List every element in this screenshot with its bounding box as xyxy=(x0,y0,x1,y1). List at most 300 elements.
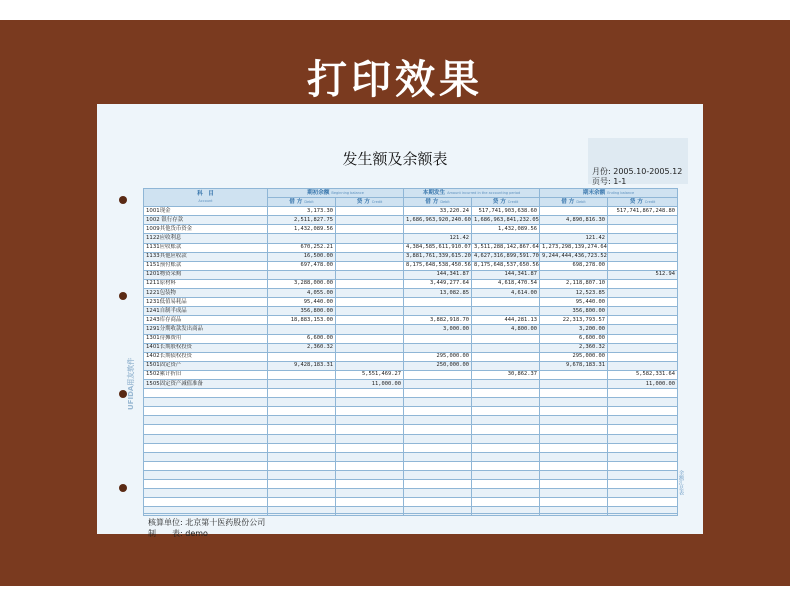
empty-cell xyxy=(268,470,336,479)
empty-cell xyxy=(540,434,608,443)
account-cell: 1243库存商品 xyxy=(144,316,268,325)
account-cell: 1131应收账款 xyxy=(144,243,268,252)
account-cell: 1301待摊费用 xyxy=(144,334,268,343)
amount-cell xyxy=(608,343,678,352)
amount-cell: 2,360.32 xyxy=(268,343,336,352)
amount-cell xyxy=(608,325,678,334)
amount-cell: 698,278.00 xyxy=(540,261,608,270)
empty-cell xyxy=(336,416,404,425)
table-row xyxy=(144,207,678,216)
table-row xyxy=(144,289,678,298)
empty-row xyxy=(144,416,678,425)
empty-cell xyxy=(608,480,678,489)
empty-cell xyxy=(404,407,472,416)
amount-cell xyxy=(540,270,608,279)
footer-maker xyxy=(148,528,208,539)
empty-cell xyxy=(268,434,336,443)
amount-cell xyxy=(336,243,404,252)
amount-cell: 512.94 xyxy=(608,270,678,279)
footer-maker-label: 制 表: xyxy=(148,529,183,538)
table-row xyxy=(144,298,678,307)
account-cell: 1291分期收款发出商品 xyxy=(144,325,268,334)
empty-cell xyxy=(336,443,404,452)
header-credit-label: 贷 方 xyxy=(356,198,370,205)
amount-cell xyxy=(608,234,678,243)
amount-cell xyxy=(608,279,678,288)
period-label: 月份: xyxy=(592,167,611,176)
empty-cell xyxy=(336,507,404,516)
amount-cell: 11,000.00 xyxy=(608,379,678,388)
account-cell: 1122应收利息 xyxy=(144,234,268,243)
side-logo: UFIDA用友软件 xyxy=(127,357,135,410)
empty-cell xyxy=(268,480,336,489)
amount-cell: 9,244,444,436,723.52 xyxy=(540,252,608,261)
header-account-label: 科 目 xyxy=(197,190,214,197)
table-row xyxy=(144,225,678,234)
amount-cell xyxy=(540,370,608,379)
amount-cell: 121.42 xyxy=(540,234,608,243)
empty-cell xyxy=(608,398,678,407)
amount-cell: 3,288,000.00 xyxy=(268,279,336,288)
amount-cell xyxy=(336,307,404,316)
header-closing-label: 期末余额 xyxy=(582,189,606,196)
page-label: 页号: xyxy=(592,177,611,186)
amount-cell xyxy=(404,343,472,352)
account-cell: 1002 银行存款 xyxy=(144,216,268,225)
account-cell: 1201物资采购 xyxy=(144,270,268,279)
amount-cell xyxy=(608,261,678,270)
empty-cell xyxy=(608,452,678,461)
amount-cell: 4,614.00 xyxy=(472,289,540,298)
amount-cell: 4,384,585,611,910.07 xyxy=(404,243,472,252)
header-credit xyxy=(608,198,678,207)
table-row xyxy=(144,307,678,316)
amount-cell xyxy=(608,361,678,370)
vertical-note: 余额汇总表 xyxy=(678,470,684,495)
empty-cell xyxy=(144,480,268,489)
amount-cell xyxy=(336,234,404,243)
empty-cell xyxy=(336,389,404,398)
amount-cell: 356,800.00 xyxy=(268,307,336,316)
amount-cell: 8,175,648,537,650.56 xyxy=(472,261,540,270)
amount-cell xyxy=(404,307,472,316)
amount-cell: 1,432,089.56 xyxy=(268,225,336,234)
empty-cell xyxy=(336,452,404,461)
empty-cell xyxy=(268,443,336,452)
header-credit xyxy=(336,198,404,207)
header-debit xyxy=(540,198,608,207)
account-cell: 1211原材料 xyxy=(144,279,268,288)
empty-cell xyxy=(472,507,540,516)
account-cell: 1402长期债权投资 xyxy=(144,352,268,361)
amount-cell: 144,341.87 xyxy=(404,270,472,279)
empty-cell xyxy=(404,443,472,452)
empty-cell xyxy=(472,434,540,443)
table-row xyxy=(144,252,678,261)
ledger-body xyxy=(144,207,678,516)
empty-cell xyxy=(540,452,608,461)
header-current-sub: Amount incurred in the accounting period xyxy=(447,190,521,195)
empty-cell xyxy=(268,407,336,416)
empty-cell xyxy=(608,389,678,398)
header-credit-label: 贷 方 xyxy=(492,198,506,205)
empty-cell xyxy=(268,398,336,407)
amount-cell: 3,881,761,339,615.20 xyxy=(404,252,472,261)
empty-cell xyxy=(608,507,678,516)
empty-row xyxy=(144,425,678,434)
empty-cell xyxy=(144,425,268,434)
amount-cell: 4,800.00 xyxy=(472,325,540,334)
table-row xyxy=(144,352,678,361)
table-row xyxy=(144,379,678,388)
header-debit-label: 借 方 xyxy=(561,198,575,205)
empty-cell xyxy=(336,489,404,498)
header-debit-sub: Debit xyxy=(304,199,314,204)
amount-cell: 2,360.32 xyxy=(540,343,608,352)
amount-cell: 670,252.21 xyxy=(268,243,336,252)
amount-cell: 3,173.30 xyxy=(268,207,336,216)
amount-cell xyxy=(268,325,336,334)
empty-cell xyxy=(144,443,268,452)
account-cell: 1221包装物 xyxy=(144,289,268,298)
footer-maker-value: demo xyxy=(185,529,208,538)
amount-cell: 95,440.00 xyxy=(540,298,608,307)
amount-cell xyxy=(268,234,336,243)
amount-cell xyxy=(336,225,404,234)
empty-cell xyxy=(608,434,678,443)
empty-cell xyxy=(472,461,540,470)
amount-cell: 2,511,827.75 xyxy=(268,216,336,225)
header-opening-label: 期初余额 xyxy=(307,189,330,196)
empty-cell xyxy=(144,498,268,507)
table-row xyxy=(144,234,678,243)
amount-cell: 5,582,331.64 xyxy=(608,370,678,379)
empty-cell xyxy=(268,452,336,461)
empty-cell xyxy=(404,480,472,489)
header-credit-sub: Credit xyxy=(644,199,656,204)
amount-cell xyxy=(608,352,678,361)
empty-row xyxy=(144,434,678,443)
amount-cell: 121.42 xyxy=(404,234,472,243)
empty-cell xyxy=(336,398,404,407)
header-current-label: 本期发生 xyxy=(422,189,446,196)
table-row xyxy=(144,261,678,270)
amount-cell xyxy=(336,270,404,279)
header-debit-sub: Debit xyxy=(576,199,586,204)
empty-row xyxy=(144,470,678,479)
header-opening-sub: Beginning balance xyxy=(331,190,364,195)
amount-cell xyxy=(540,225,608,234)
table-row xyxy=(144,343,678,352)
table-row xyxy=(144,216,678,225)
amount-cell xyxy=(608,316,678,325)
empty-cell xyxy=(144,470,268,479)
table-row xyxy=(144,316,678,325)
document-title: 发生额及余额表 xyxy=(342,150,448,168)
amount-cell xyxy=(608,289,678,298)
header-closing xyxy=(540,189,678,198)
amount-cell: 517,741,867,248.80 xyxy=(608,207,678,216)
amount-cell xyxy=(404,298,472,307)
empty-cell xyxy=(336,461,404,470)
empty-cell xyxy=(472,480,540,489)
empty-cell xyxy=(268,425,336,434)
amount-cell xyxy=(540,379,608,388)
empty-cell xyxy=(336,480,404,489)
amount-cell: 1,432,089.56 xyxy=(472,225,540,234)
empty-cell xyxy=(144,452,268,461)
empty-cell xyxy=(540,507,608,516)
empty-cell xyxy=(472,407,540,416)
table-row xyxy=(144,370,678,379)
amount-cell xyxy=(404,379,472,388)
empty-row xyxy=(144,443,678,452)
amount-cell xyxy=(268,379,336,388)
amount-cell: 16,500.00 xyxy=(268,252,336,261)
empty-cell xyxy=(144,434,268,443)
empty-cell xyxy=(404,470,472,479)
header-account xyxy=(144,189,268,207)
empty-cell xyxy=(472,443,540,452)
table-row xyxy=(144,270,678,279)
header-debit-label: 借 方 xyxy=(289,198,303,205)
footer-unit xyxy=(148,517,265,528)
account-cell: 1151预付账款 xyxy=(144,261,268,270)
amount-cell xyxy=(336,361,404,370)
amount-cell xyxy=(268,352,336,361)
empty-cell xyxy=(608,489,678,498)
empty-cell xyxy=(472,489,540,498)
amount-cell xyxy=(336,316,404,325)
amount-cell: 697,478.00 xyxy=(268,261,336,270)
amount-cell xyxy=(268,270,336,279)
amount-cell: 4,627,316,899,591.70 xyxy=(472,252,540,261)
empty-cell xyxy=(144,507,268,516)
account-cell: 1001现金 xyxy=(144,207,268,216)
amount-cell xyxy=(336,334,404,343)
empty-cell xyxy=(268,461,336,470)
empty-cell xyxy=(268,498,336,507)
empty-row xyxy=(144,507,678,516)
amount-cell: 1,686,963,841,232.05 xyxy=(472,216,540,225)
amount-cell xyxy=(336,216,404,225)
amount-cell xyxy=(472,334,540,343)
empty-cell xyxy=(404,452,472,461)
empty-row xyxy=(144,407,678,416)
amount-cell: 1,686,963,920,240.60 xyxy=(404,216,472,225)
amount-cell xyxy=(336,298,404,307)
empty-cell xyxy=(336,425,404,434)
amount-cell: 4,618,470.54 xyxy=(472,279,540,288)
amount-cell xyxy=(608,298,678,307)
amount-cell xyxy=(336,352,404,361)
empty-cell xyxy=(404,389,472,398)
empty-cell xyxy=(472,389,540,398)
amount-cell xyxy=(472,298,540,307)
amount-cell xyxy=(608,216,678,225)
empty-cell xyxy=(404,425,472,434)
empty-cell xyxy=(144,489,268,498)
amount-cell: 3,200.00 xyxy=(540,325,608,334)
empty-cell xyxy=(608,470,678,479)
empty-cell xyxy=(268,389,336,398)
amount-cell xyxy=(336,289,404,298)
header-debit xyxy=(268,198,336,207)
empty-row xyxy=(144,461,678,470)
amount-cell xyxy=(336,261,404,270)
header-debit-label: 借 方 xyxy=(425,198,439,205)
amount-cell: 517,741,903,638.60 xyxy=(472,207,540,216)
empty-cell xyxy=(540,398,608,407)
banner-title: 打印效果 xyxy=(307,57,483,103)
empty-cell xyxy=(472,470,540,479)
amount-cell: 144,341.87 xyxy=(472,270,540,279)
empty-cell xyxy=(144,416,268,425)
empty-cell xyxy=(608,443,678,452)
empty-cell xyxy=(472,452,540,461)
header-closing-sub: Ending balance xyxy=(607,190,635,195)
empty-cell xyxy=(540,425,608,434)
account-cell: 1133其他应收款 xyxy=(144,252,268,261)
empty-cell xyxy=(540,480,608,489)
table-row xyxy=(144,325,678,334)
amount-cell: 4,055.00 xyxy=(268,289,336,298)
amount-cell xyxy=(336,252,404,261)
punch-hole-icon xyxy=(119,292,127,300)
empty-cell xyxy=(336,434,404,443)
amount-cell xyxy=(608,243,678,252)
amount-cell: 250,000.00 xyxy=(404,361,472,370)
empty-cell xyxy=(472,425,540,434)
empty-cell xyxy=(404,434,472,443)
punch-hole-icon xyxy=(119,484,127,492)
amount-cell: 3,882,918.70 xyxy=(404,316,472,325)
amount-cell xyxy=(608,334,678,343)
amount-cell: 8,175,648,538,450.56 xyxy=(404,261,472,270)
amount-cell: 18,883,153.00 xyxy=(268,316,336,325)
empty-cell xyxy=(268,416,336,425)
empty-cell xyxy=(472,398,540,407)
empty-cell xyxy=(404,498,472,507)
empty-row xyxy=(144,398,678,407)
header-debit xyxy=(404,198,472,207)
ledger-table xyxy=(143,188,678,516)
empty-cell xyxy=(608,425,678,434)
page-line xyxy=(592,176,626,187)
amount-cell xyxy=(472,352,540,361)
empty-cell xyxy=(144,461,268,470)
empty-cell xyxy=(540,461,608,470)
table-row xyxy=(144,243,678,252)
empty-cell xyxy=(336,407,404,416)
header-credit xyxy=(472,198,540,207)
empty-cell xyxy=(540,498,608,507)
empty-cell xyxy=(540,443,608,452)
amount-cell xyxy=(472,343,540,352)
empty-cell xyxy=(472,498,540,507)
header-account-sub: Account xyxy=(198,198,213,203)
footer-unit-label: 核算单位: xyxy=(148,518,183,527)
empty-cell xyxy=(404,398,472,407)
punch-hole-icon xyxy=(119,196,127,204)
amount-cell: 295,000.00 xyxy=(540,352,608,361)
amount-cell xyxy=(336,207,404,216)
footer-divider xyxy=(143,513,677,514)
account-cell: 1231低值易耗品 xyxy=(144,298,268,307)
empty-cell xyxy=(540,416,608,425)
amount-cell xyxy=(608,225,678,234)
amount-cell xyxy=(404,334,472,343)
amount-cell xyxy=(472,234,540,243)
page-value: 1-1 xyxy=(613,177,627,186)
empty-row xyxy=(144,389,678,398)
header-credit-label: 贷 方 xyxy=(629,198,643,205)
amount-cell xyxy=(472,361,540,370)
empty-row xyxy=(144,498,678,507)
amount-cell: 12,523.85 xyxy=(540,289,608,298)
amount-cell: 6,600.00 xyxy=(540,334,608,343)
amount-cell: 444,281.13 xyxy=(472,316,540,325)
amount-cell: 4,890,816.30 xyxy=(540,216,608,225)
amount-cell: 5,551,469.27 xyxy=(336,370,404,379)
header-current xyxy=(404,189,540,198)
empty-cell xyxy=(608,416,678,425)
amount-cell: 30,862.37 xyxy=(472,370,540,379)
account-cell: 1501固定资产 xyxy=(144,361,268,370)
period-value: 2005.10-2005.12 xyxy=(613,167,683,176)
amount-cell: 6,600.00 xyxy=(268,334,336,343)
amount-cell xyxy=(268,370,336,379)
account-cell: 1009其他货币资金 xyxy=(144,225,268,234)
empty-cell xyxy=(336,498,404,507)
amount-cell: 295,000.00 xyxy=(404,352,472,361)
empty-cell xyxy=(608,498,678,507)
header-credit-sub: Credit xyxy=(507,199,519,204)
amount-cell: 3,449,277.64 xyxy=(404,279,472,288)
amount-cell xyxy=(540,207,608,216)
amount-cell: 2,118,807.10 xyxy=(540,279,608,288)
amount-cell: 11,000.00 xyxy=(336,379,404,388)
empty-cell xyxy=(404,416,472,425)
amount-cell xyxy=(404,225,472,234)
header-credit-sub: Credit xyxy=(371,199,383,204)
empty-cell xyxy=(608,461,678,470)
amount-cell xyxy=(472,379,540,388)
amount-cell: 3,511,288,142,867.64 xyxy=(472,243,540,252)
table-row xyxy=(144,279,678,288)
amount-cell: 22,313,793.57 xyxy=(540,316,608,325)
empty-cell xyxy=(404,507,472,516)
amount-cell: 1,273,298,139,274.64 xyxy=(540,243,608,252)
footer-unit-value: 北京第十医药股份公司 xyxy=(185,518,266,527)
amount-cell xyxy=(336,343,404,352)
amount-cell: 356,800.00 xyxy=(540,307,608,316)
empty-row xyxy=(144,480,678,489)
empty-cell xyxy=(404,489,472,498)
empty-cell xyxy=(540,389,608,398)
empty-cell xyxy=(540,489,608,498)
empty-cell xyxy=(540,470,608,479)
amount-cell: 33,220.24 xyxy=(404,207,472,216)
empty-cell xyxy=(472,416,540,425)
empty-cell xyxy=(268,507,336,516)
amount-cell: 9,428,183.31 xyxy=(268,361,336,370)
amount-cell: 9,678,183.31 xyxy=(540,361,608,370)
amount-cell xyxy=(608,252,678,261)
account-cell: 1401长期股权投资 xyxy=(144,343,268,352)
amount-cell xyxy=(336,325,404,334)
account-cell: 1505固定资产减值准备 xyxy=(144,379,268,388)
